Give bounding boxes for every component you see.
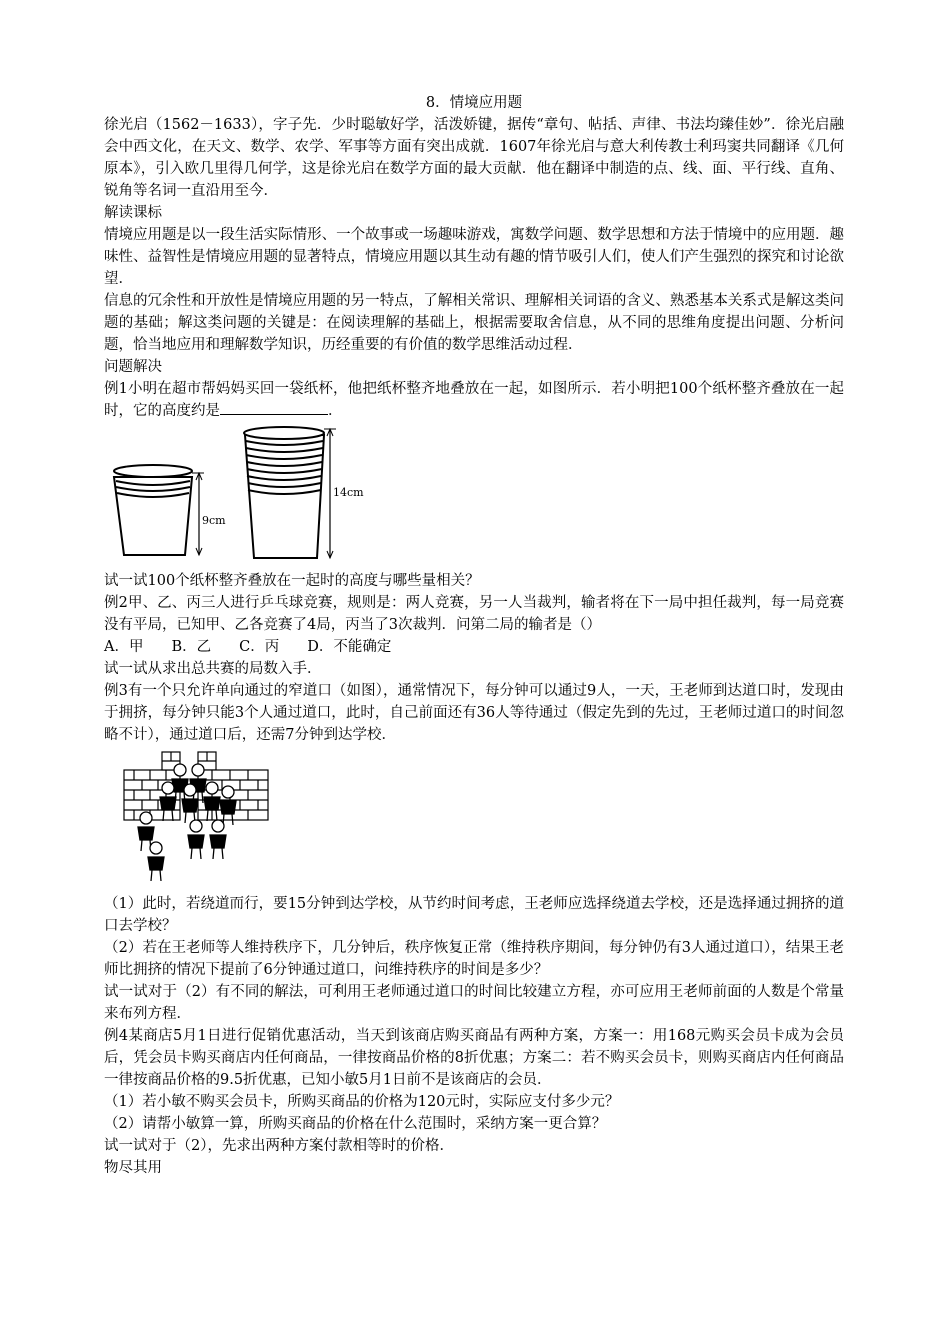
document-page [104,92,844,1179]
example-2-options [104,636,844,658]
option-b: B．乙 [171,639,212,655]
short-stack-height-label: 9cm [202,514,226,527]
option-a: A．甲 [104,639,144,655]
example-1-text: 例1小明在超市帮妈妈买回一袋纸杯，他把纸杯整齐地叠放在一起，如图所示．若小明把100个纸杯整齐叠放在一起时，它的高度约是 [104,381,844,419]
option-c: C．丙 [239,639,280,655]
example-1-end: ． [328,403,343,419]
example-2-text: 例2甲、乙、丙三人进行乒乓球竞赛，规则是：两人竞赛，另一人当裁判，输者将在下一局中担任裁判，每一局竞赛没有平局，已知甲、乙各竞赛了4局，丙当了3次裁判．问第二局的输者是（） [104,595,844,633]
jiedu-paragraph-1: 情境应用题是以一段生活实际情形、一个故事或一场趣味游戏，寓数学问题、数学思想和方法于情境中的应用题．趣味性、益智性是情境应用题的显著特点，情境应用题以其生动有趣的情节吸引人们，使人们产生强烈的探究和讨论欲望． [104,227,844,287]
answer-blank [220,400,328,415]
example-4-question-1: （1）若小敏不购买会员卡，所购买商品的价格为120元时，实际应支付多少元？ [104,1094,620,1110]
example-4-text: 例4某商店5月1日进行促销优惠活动，当天到该商店购买商品有两种方案，方案一：用168元购买会员卡成为会员后，凭会员卡购买商店内任何商品，一律按商品价格的8折优惠；方案二：若不购买会员卡，则购买商店内任何商品一律按商品价格的9.5折优惠，已知小敏5月1日前不是该商店的会员． [104,1028,844,1088]
example-3-hint: 试一试对于（2）有不同的解法，可利用王老师通过道口的时间比较建立方程，亦可应用王老师前面的人数是个常量来布列方程． [104,984,844,1022]
intro-paragraph: 徐光启（1562－1633），字子先．少时聪敏好学，活泼娇键，据传“章句、帖括、声律、书法均臻佳妙”．徐光启融会中西文化，在天文、数学、农学、军事等方面有突出成就．1607年徐光启与意大利传教士利玛窦共同翻译《几何原本》，引入欧几里得几何学，这是徐光启在数学方面的最大贡献．他在翻译中制造的点、线、面、平行线、直角、锐角等名词一直沿用至今． [104,117,844,199]
example-4-hint: 试一试对于（2），先求出两种方案付款相等时的价格． [104,1138,454,1154]
page-title: 8．情境应用题 [425,95,523,111]
example-4-question-2: （2）请帮小敏算一算，所购买商品的价格在什么范围时，采纳方案一更合算？ [104,1116,607,1132]
example-3-question-2: （2）若在王老师等人维持秩序下，几分钟后，秩序恢复正常（维持秩序期间，每分钟仍有3人通过道口），结果王老师比拥挤的情况下提前了6分钟通过道口，问维持秩序的时间是多少？ [104,940,844,978]
crowd-wall-drawing [122,748,272,893]
jiedu-paragraph-2: 信息的冗余性和开放性是情境应用题的另一特点，了解相关常识、理解相关词语的含义、熟悉基本关系式是解这类问题的基础；解这类问题的关键是：在阅读理解的基础上，根据需要取舍信息，从不同的思维角度提出问题、分析问题，恰当地应用和理解数学知识，历经重要的有价值的数学思维活动过程． [104,293,844,353]
example-3-text: 例3有一个只允许单向通过的窄道口（如图），通常情况下，每分钟可以通过9人，一天，王老师到达道口时，发现由于拥挤，每分钟只能3个人通过道口，此时，自己前面还有36人等待通过（假定先到的先过，王老师过道口的时间忽略不计），通过道口后，还需7分钟到达学校． [104,683,844,743]
example-2-hint: 试一试从求出总共赛的局数入手． [104,661,322,677]
example-3-question-1: （1）此时，若绕道而行，要15分钟到达学校，从节约时间考虑，王老师应选择绕道去学校，还是选择通过拥挤的道口去学校？ [104,896,844,934]
section-heading-jiedu: 解读课标 [104,205,162,221]
example-1 [104,378,844,422]
tall-stack-height-label: 14cm [333,486,364,499]
crowded-passage-figure [104,748,844,893]
section-heading-wujin: 物尽其用 [104,1160,162,1176]
section-heading-wenti: 问题解决 [104,359,162,375]
option-d: D．不能确定 [307,639,392,655]
paper-cup-figure [104,425,844,570]
example-1-hint: 试一试100个纸杯整齐叠放在一起时的高度与哪些量相关？ [104,573,480,589]
